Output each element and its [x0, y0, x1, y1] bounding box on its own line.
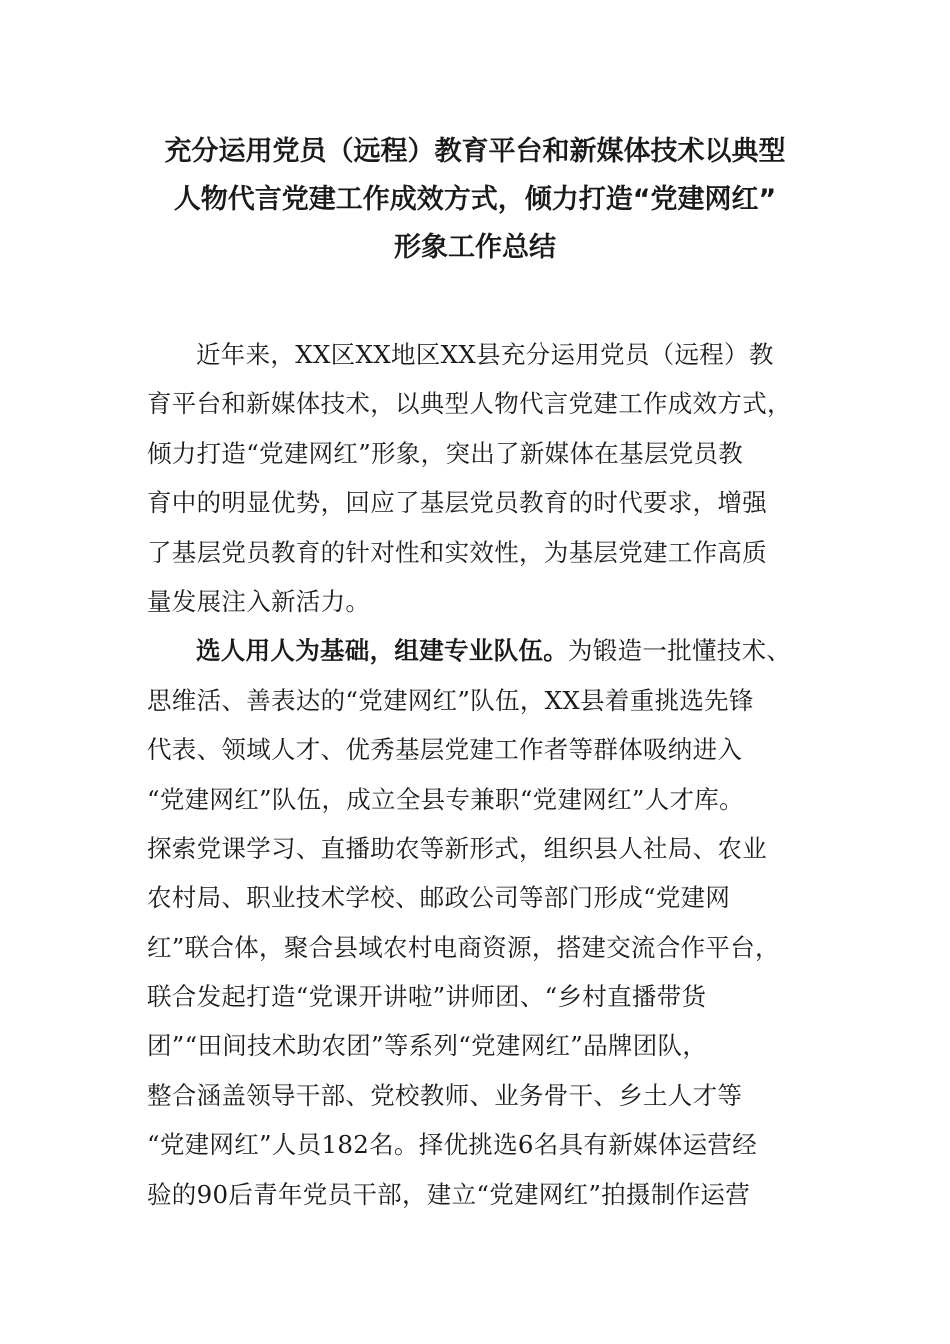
title-line: 形象工作总结 — [394, 232, 556, 263]
paragraph-line: 探索党课学习、直播助农等新形式，组织县人社局、农业 — [147, 833, 767, 863]
paragraph-1 — [147, 330, 807, 626]
paragraph-line: 整合涵盖领导干部、党校教师、业务骨干、乡土人才等 — [147, 1080, 743, 1110]
title-line: 充分运用党员（远程）教育平台和新媒体技术以典型 — [164, 136, 786, 167]
paragraph-line: 联合发起打造“党课开讲啦”讲师团、“乡村直播带货 — [147, 982, 707, 1012]
paragraph-line: 农村局、职业技术学校、邮政公司等部门形成“党建网 — [147, 883, 731, 913]
paragraph-first-line — [147, 626, 807, 675]
paragraph-line: 思维活、善表达的“党建网红”队伍，XX县着重挑选先锋 — [147, 685, 754, 715]
paragraph-line-rest: 为锻造一批懂技术、 — [568, 636, 792, 666]
paragraph-line: “党建网红”人员182名。择优挑选6名具有新媒体运营经 — [147, 1130, 757, 1160]
paragraph-line: 育平台和新媒体技术，以典型人物代言党建工作成效方式， — [147, 389, 792, 419]
paragraph-line: 近年来，XX区XX地区XX县充分运用党员（远程）教 — [196, 340, 774, 369]
paragraph-line: 量发展注入新活力。 — [147, 586, 371, 616]
paragraph-2 — [147, 626, 807, 1219]
paragraph-line: 育中的明显优势，回应了基层党员教育的时代要求，增强 — [147, 488, 767, 518]
title-line: 人物代言党建工作成效方式，倾力打造“党建网红” — [173, 184, 777, 215]
paragraph-line: 验的90后青年党员干部，建立“党建网红”拍摄制作运营 — [147, 1179, 751, 1209]
paragraph-line: 代表、领域人才、优秀基层党建工作者等群体吸纳进入 — [147, 735, 743, 765]
paragraph-line: 倾力打造“党建网红”形象，突出了新媒体在基层党员教 — [147, 438, 744, 468]
document-body — [147, 330, 807, 1219]
paragraph-line: 红”联合体，聚合县域农村电商资源，搭建交流合作平台， — [147, 932, 780, 962]
paragraph-lead-heading: 选人用人为基础，组建专业队伍。 — [196, 636, 568, 666]
paragraph-line: 了基层党员教育的针对性和实效性，为基层党建工作高质 — [147, 537, 767, 567]
paragraph-line: 团”“田间技术助农团”等系列“党建网红”品牌团队， — [147, 1031, 708, 1061]
paragraph-line: “党建网红”队伍，成立全县专兼职“党建网红”人才库。 — [147, 784, 744, 814]
document-title — [140, 128, 810, 272]
